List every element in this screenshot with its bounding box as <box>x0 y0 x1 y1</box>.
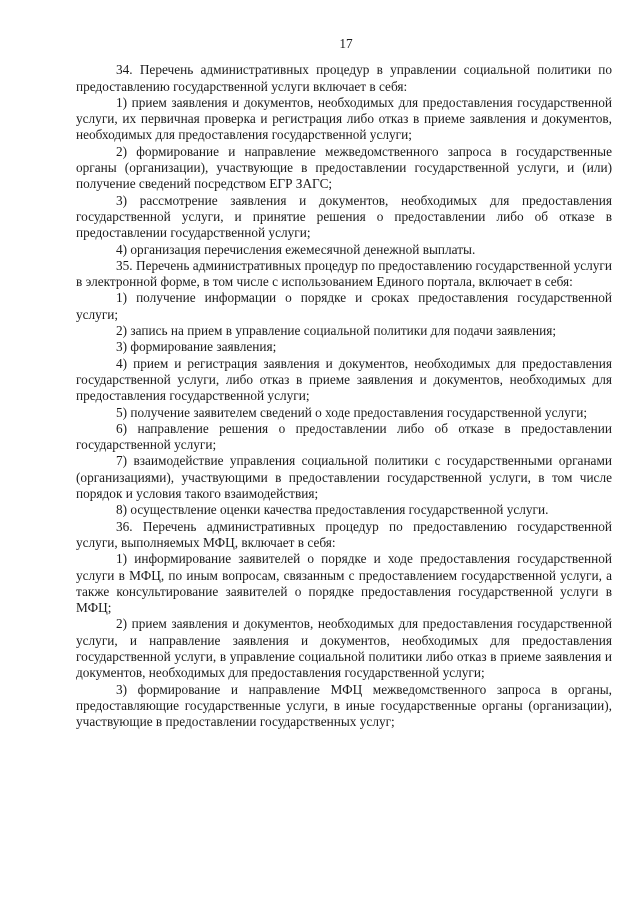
paragraph-35-item-7: 7) взаимодействие управления социальной политики с государственными органами (организациями), участвующими в предоставлении государственной услуги, в том числе порядок и условия такого взаимодействия; <box>76 453 612 502</box>
paragraph-35-item-4: 4) прием и регистрация заявления и документов, необходимых для предоставления государственной услуги, либо отказ в приеме заявления и документов, необходимых для предоставления государственной услуги; <box>76 355 612 404</box>
paragraph-34-intro: 34. Перечень административных процедур в управлении социальной политики по предоставлению государственной услуги включает в себя: <box>76 62 612 94</box>
page-number: 17 <box>339 36 353 51</box>
paragraph-36-item-3: 3) формирование и направление МФЦ межведомственного запроса в органы, предоставляющие государственные услуги, в иные государственные органы (организации), участвующие в предоставлении государственных услуг; <box>76 681 612 730</box>
paragraph-35-intro: 35. Перечень административных процедур по предоставлению государственной услуги в электронной форме, в том числе с использованием Единого портала, включает в себя: <box>76 257 612 290</box>
paragraph-35-item-6: 6) направление решения о предоставлении либо об отказе в предоставлении государственной услуги; <box>76 420 612 453</box>
paragraph-36-intro: 36. Перечень административных процедур по предоставлению государственной услуги, выполняемых МФЦ, включает в себя: <box>76 518 612 550</box>
paragraph-35-item-3: 3) формирование заявления; <box>116 339 277 355</box>
paragraph-36-item-1: 1) информирование заявителей о порядке и ходе предоставления государственной услуги в МФЦ, по иным вопросам, связанным с предоставлением государственной услуги, а также консультирование заявителей о порядке предоставления государственной услуги в МФЦ; <box>76 551 612 616</box>
paragraph-35-item-5: 5) получение заявителем сведений о ходе предоставления государственной услуги; <box>116 404 588 420</box>
paragraph-35-item-8: 8) осуществление оценки качества предоставления государственной услуги. <box>116 502 549 518</box>
paragraph-35-item-2: 2) запись на прием в управление социальной политики для подачи заявления; <box>116 323 557 339</box>
paragraph-34-item-2: 2) формирование и направление межведомственного запроса в государственные органы (организации), участвующие в предоставлении государственной услуги, и (или) получение сведений посредством ЕГР ЗАГС; <box>76 143 612 192</box>
paragraph-36-item-2: 2) прием заявления и документов, необходимых для предоставления государственной услуги, и направление заявления и документов, необходимых для предоставления государственной услуги, в управление социальной политики либо отказ в приеме заявления и документов, необходимых для предоставления государственной услуги; <box>76 616 612 681</box>
paragraph-34-item-4: 4) организация перечисления ежемесячной денежной выплаты. <box>116 241 476 257</box>
paragraph-35-item-1: 1) получение информации о порядке и сроках предоставления государственной услуги; <box>76 290 612 322</box>
paragraph-34-item-3: 3) рассмотрение заявления и документов, необходимых для предоставления государственной услуги, и принятие решения о предоставлении либо об отказе в предоставлении государственной услуги; <box>76 192 612 241</box>
paragraph-34-item-1: 1) прием заявления и документов, необходимых для предоставления государственной услуги, их первичная проверка и регистрация либо отказ в приеме заявления и документов, необходимых для предоставления государственной услуги; <box>76 94 612 143</box>
